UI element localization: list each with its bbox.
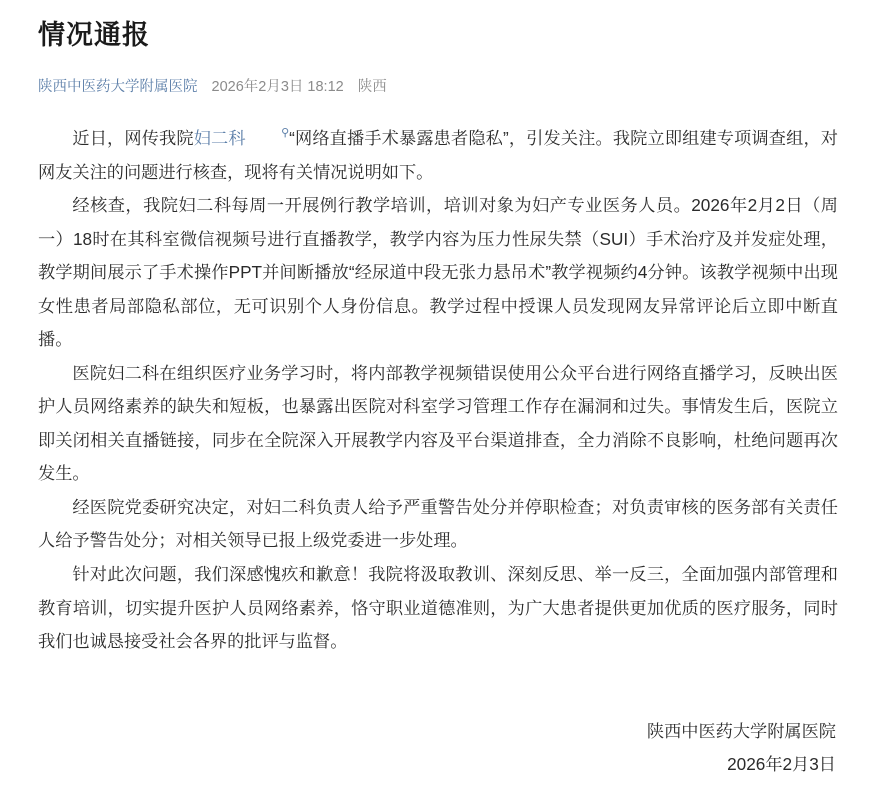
search-icon[interactable]: ⚲ bbox=[281, 127, 290, 140]
paragraph-4: 经医院党委研究决定，对妇二科负责人给予严重警告处分并停职检查；对负责审核的医务部有关责任人给予警告处分；对相关领导已报上级党委进一步处理。 bbox=[38, 496, 838, 551]
paragraph-2: 经核查，我院妇二科每周一开展例行教学培训，培训对象为妇产专业医务人员。2026年2月2日（周一）18时在其科室微信视频号进行直播教学，教学内容为压力性尿失禁（SUI）手术治疗及并发症处理，教学期间展示了手术操作PPT并间断播放“经尿道中段无张力悬吊术”教学视频约4分钟。该教学视频中出现女性患者局部隐私部位，无可识别个人身份信息。教学过程中授课人员发现网友异常评论后立即中断直播。 bbox=[38, 195, 838, 350]
article-body bbox=[38, 122, 846, 659]
meta-source[interactable]: 陕西中医药大学附属医院 bbox=[38, 79, 198, 96]
signature-org: 陕西中医药大学附属医院 bbox=[646, 720, 836, 741]
paragraph-1-before: 近日，网传我院 bbox=[72, 128, 194, 149]
keyword-link-gynecology[interactable]: 妇二科 bbox=[193, 128, 246, 149]
page-title: 情况通报 bbox=[38, 20, 150, 50]
signature-date: 2026年2月3日 bbox=[727, 754, 836, 775]
meta-timestamp: 2026年2月3日 18:12 bbox=[211, 79, 344, 96]
signature-block bbox=[38, 715, 846, 782]
paragraph-1-after: “网络直播手术暴露患者隐私”，引发关注。我院立即组建专项调查组，对网友关注的问题进行核查，现将有关情况说明如下。 bbox=[38, 128, 838, 182]
paragraph-1 bbox=[38, 122, 846, 189]
article-meta bbox=[38, 75, 846, 96]
paragraph-3: 医院妇二科在组织医疗业务学习时，将内部教学视频错误使用公众平台进行网络直播学习，反映出医护人员网络素养的缺失和短板，也暴露出医院对科室学习管理工作存在漏洞和过失。事情发生后，医院立即关闭相关直播链接，同步在全院深入开展教学内容及平台渠道排查，全力消除不良影响，杜绝问题再次发生。 bbox=[38, 362, 838, 484]
meta-region: 陕西 bbox=[357, 79, 387, 96]
paragraph-5: 针对此次问题，我们深感愧疚和歉意！我院将汲取教训、深刻反思、举一反三，全面加强内部管理和教育培训，切实提升医护人员网络素养，恪守职业道德准则，为广大患者提供更加优质的医疗服务，同时我们也诚恳接受社会各界的批评与监督。 bbox=[38, 564, 838, 652]
